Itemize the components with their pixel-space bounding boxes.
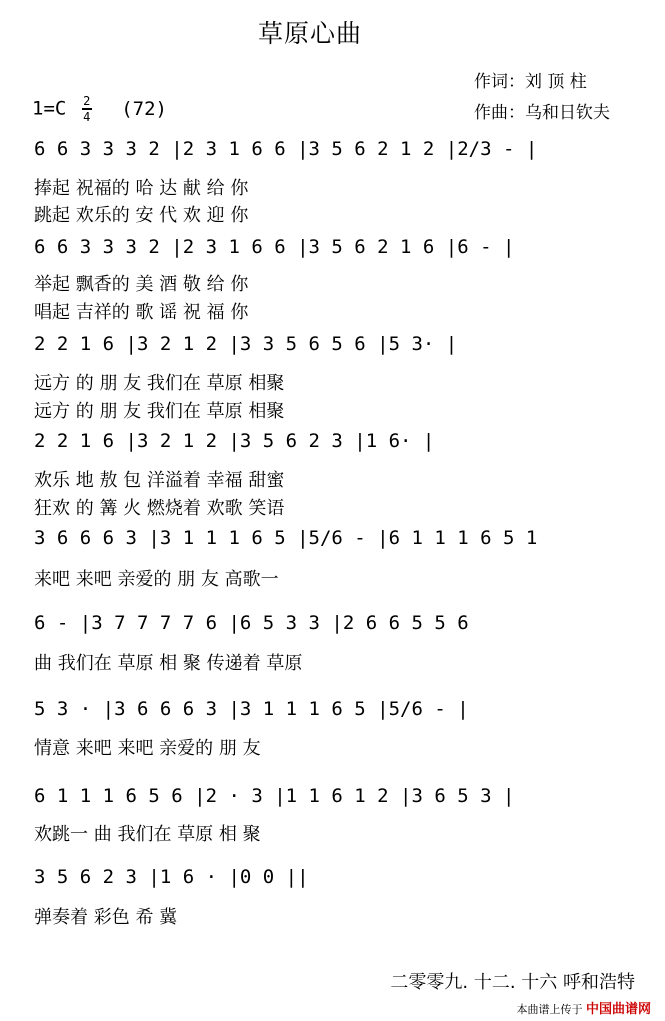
- site-name: 中国曲谱网: [585, 1002, 651, 1017]
- notes-row-6: 6 - |3 7 7 7 7 6 |6 5 3 3 |2 6 6 5 5 6: [34, 612, 469, 634]
- notes-row-2: 6 6 3 3 3 2 |2 3 1 6 6 |3 5 6 2 1 6 |6 - |: [34, 236, 515, 258]
- notes-row-1: 6 6 3 3 3 2 |2 3 1 6 6 |3 5 6 2 1 2 |2/3 - |: [34, 138, 538, 160]
- notes-row-5: 3 6 6 6 3 |3 1 1 1 6 5 |5/6 - |6 1 1 1 6 5 1: [34, 527, 538, 549]
- lyric-row-4-verse-1: 欢乐 地 敖 包 洋溢着 幸福 甜蜜: [34, 470, 285, 491]
- tempo-marking: (72): [121, 97, 167, 120]
- notes-row-9: 3 5 6 2 3 |1 6 · |0 0 ||: [34, 866, 309, 888]
- lyric-row-1-verse-2: 跳起 欢乐的 安 代 欢 迎 你: [34, 205, 249, 226]
- lyric-row-6-verse-1: 曲 我们在 草原 相 聚 传递着 草原: [34, 653, 303, 674]
- notes-row-8: 6 1 1 1 6 5 6 |2 · 3 |1 1 6 1 2 |3 6 5 3 |: [34, 785, 515, 807]
- time-signature: [82, 95, 92, 123]
- lyric-row-7-verse-1: 情意 来吧 来吧 亲爱的 朋 友: [34, 738, 261, 759]
- lyric-row-3-verse-2: 远方 的 朋 友 我们在 草原 相聚: [34, 401, 285, 422]
- lyric-row-1-verse-1: 捧起 祝福的 哈 达 献 给 你: [34, 178, 249, 199]
- notes-row-7: 5 3 · |3 6 6 6 3 |3 1 1 1 6 5 |5/6 - |: [34, 698, 469, 720]
- upload-text: 本曲谱上传于: [516, 1003, 583, 1016]
- time-top: 2: [83, 94, 91, 108]
- composer-credit: 作曲：乌和日钦夫: [474, 103, 610, 123]
- lyric-row-5-verse-1: 来吧 来吧 亲爱的 朋 友 高歌一: [34, 569, 279, 590]
- date-place: 二零零九. 十二. 十六 呼和浩特: [390, 972, 635, 993]
- page-title: 草原心曲: [258, 19, 363, 48]
- lyric-row-9-verse-1: 弹奏着 彩色 希 冀: [34, 907, 178, 928]
- time-bottom: 4: [83, 110, 91, 124]
- lyric-row-2-verse-1: 举起 飘香的 美 酒 敬 给 你: [34, 274, 249, 295]
- notes-row-3: 2 2 1 6 |3 2 1 2 |3 3 5 6 5 6 |5 3· |: [34, 333, 458, 355]
- lyric-row-4-verse-2: 狂欢 的 篝 火 燃烧着 欢歌 笑语: [34, 498, 285, 519]
- lyric-row-8-verse-1: 欢跳一 曲 我们在 草原 相 聚: [34, 824, 261, 845]
- notes-row-4: 2 2 1 6 |3 2 1 2 |3 5 6 2 3 |1 6· |: [34, 430, 435, 452]
- key-signature: [32, 95, 167, 123]
- lyric-row-2-verse-2: 唱起 吉祥的 歌 谣 祝 福 你: [34, 302, 249, 323]
- upload-note: [516, 998, 651, 1017]
- lyric-row-3-verse-1: 远方 的 朋 友 我们在 草原 相聚: [34, 373, 285, 394]
- key-text: 1=C: [32, 97, 67, 120]
- lyricist-credit: 作词：刘 顶 柱: [474, 72, 587, 92]
